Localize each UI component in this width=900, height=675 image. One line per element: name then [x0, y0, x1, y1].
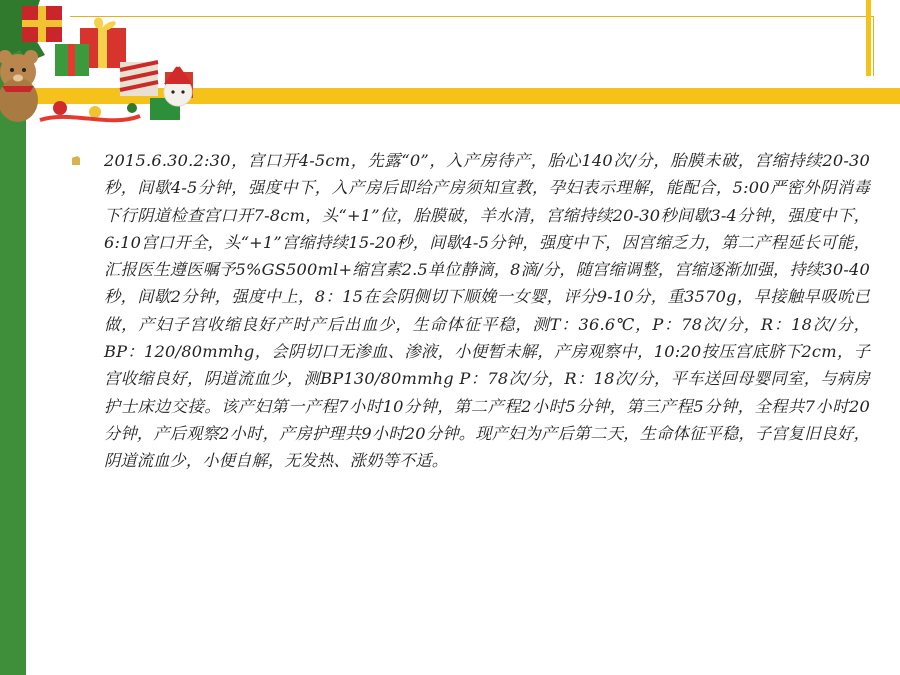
christmas-gifts-teddy-bear-icon [0, 0, 215, 130]
slide-body-text: 2015.6.30.2:30，宫口开4-5cm，先露“0”，入产房待产，胎心140次/分，胎膜未破，宫缩持续20-30秒，间歇4-5分钟，强度中下，入产房后即给产房须知宣教，孕妇表示理解，能配合，5:00严密外阴消毒下行阴道检查宫口开7-8cm，头“+1”位，胎膜破，羊水清，宫缩持续20-30秒间歇3-4分钟，强度中下，6:10宫口开全，头“+1”宫缩持续15-20秒，间歇4-5分钟，强度中下，因宫缩乏力，第二产程延长可能，汇报医生遵医嘱予5%GS500ml+缩宫素2.5单位静滴，8滴/分，随宫缩调整，宫缩逐渐加强，持续30-40秒，间歇2分钟，强度中上，8：15在会阴侧切下顺娩一女婴，评分9-10分，重3570g，早接触早吸吮已做，产妇子宫收缩良好产时产后出血少，生命体征平稳，测T：36.6℃，P：78次/分，R：18次/分，BP：120/80mmhg，会阴切口无渗血、渗液，小便暂未解，产房观察中，10:20按压宫底脐下2cm，子宫收缩良好，阴道流血少，测BP130/80mmhg P：78次/分，R：18次/分，平车送回母婴同室，与病房护士床边交接。该产妇第一产程7小时10分钟，第二产程2小时5分钟，第三产程5分钟，全程共7小时20分钟，产后观察2小时，产房护理共9小时20分钟。现产妇为产后第二天，生命体征平稳，子宫复旧良好，阴道流血少，小便自解，无发热、涨奶等不适。 [104, 151, 870, 471]
right-yellow-bar [866, 0, 871, 76]
bullet-icon [72, 156, 80, 165]
